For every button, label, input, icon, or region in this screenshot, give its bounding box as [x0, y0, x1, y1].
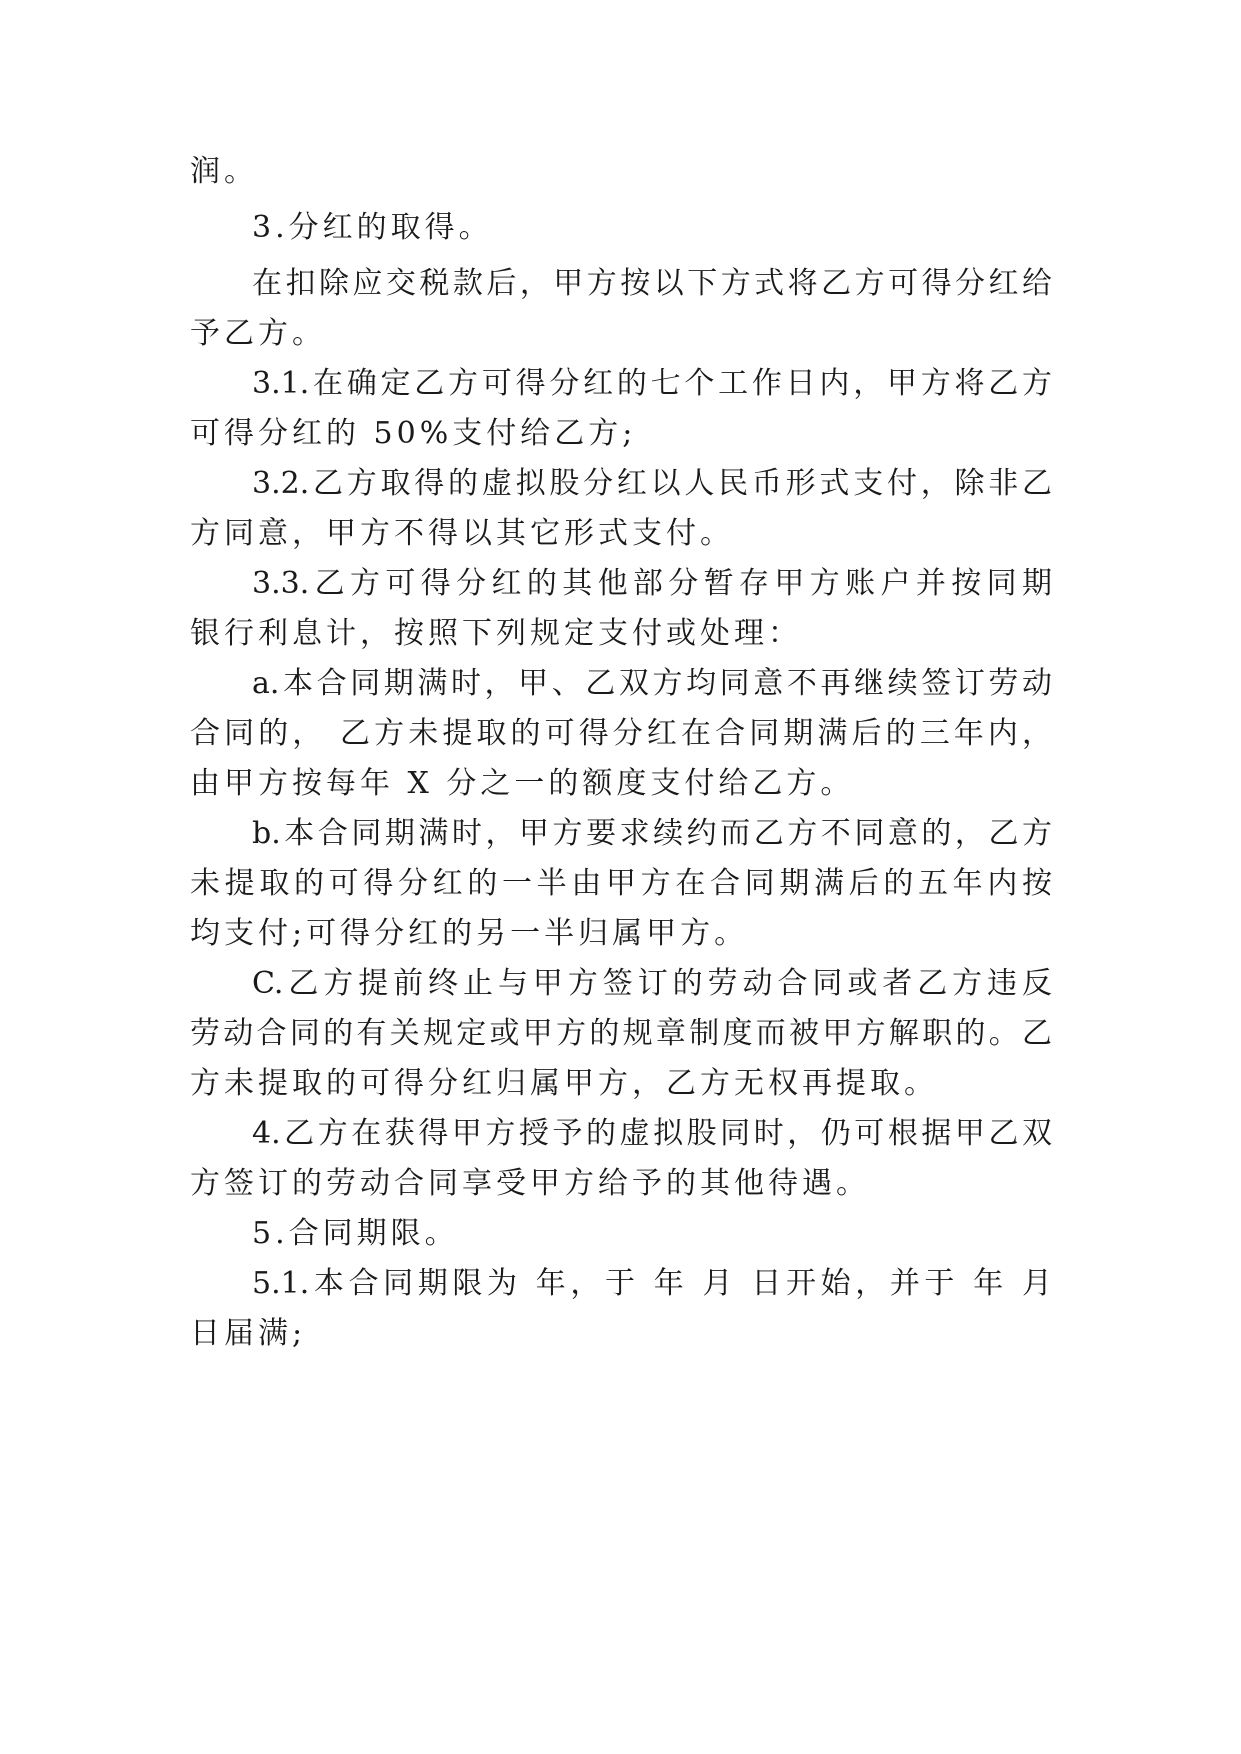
- paragraph-line: 3.2.乙方取得的虚拟股分红以人民币形式支付，除非乙: [252, 466, 1052, 501]
- list-item-line: a.本合同期满时，甲、乙双方均同意不再继续签订劳动: [252, 666, 1052, 701]
- paragraph-line: 4.乙方在获得甲方授予的虚拟股同时，仍可根据甲乙双: [252, 1116, 1052, 1151]
- section-heading: 3.分红的取得。: [252, 210, 493, 245]
- paragraph-line: 5.1.本合同期限为 年，于 年 月 日开始，并于 年 月: [252, 1266, 1052, 1301]
- list-item-line: 合同的， 乙方未提取的可得分红在合同期满后的三年内，: [190, 716, 1052, 751]
- paragraph-line: 银行利息计，按照下列规定支付或处理：: [190, 616, 802, 651]
- list-item-line: 未提取的可得分红的一半由甲方在合同期满后的五年内按: [190, 866, 1052, 901]
- paragraph-line: 予乙方。: [190, 316, 326, 351]
- paragraph-line: 在扣除应交税款后，甲方按以下方式将乙方可得分红给: [252, 266, 1052, 301]
- list-item-line: C.乙方提前终止与甲方签订的劳动合同或者乙方违反: [252, 966, 1052, 1001]
- paragraph-line: 3.1.在确定乙方可得分红的七个工作日内，甲方将乙方: [252, 366, 1052, 401]
- list-item-line: 由甲方按每年 X 分之一的额度支付给乙方。: [190, 766, 855, 801]
- paragraph-line: 润。: [190, 154, 258, 189]
- list-item-line: 劳动合同的有关规定或甲方的规章制度而被甲方解职的。乙: [190, 1016, 1052, 1051]
- paragraph-line: 可得分红的 50%支付给乙方;: [190, 416, 637, 451]
- list-item-line: b.本合同期满时，甲方要求续约而乙方不同意的，乙方: [252, 816, 1052, 851]
- paragraph-line: 方同意，甲方不得以其它形式支付。: [190, 516, 734, 551]
- paragraph-line: 3.3.乙方可得分红的其他部分暂存甲方账户并按同期: [252, 566, 1052, 601]
- list-item-line: 方未提取的可得分红归属甲方，乙方无权再提取。: [190, 1066, 938, 1101]
- list-item-line: 均支付;可得分红的另一半归属甲方。: [190, 916, 749, 951]
- paragraph-line: 方签订的劳动合同享受甲方给予的其他待遇。: [190, 1166, 870, 1201]
- section-heading: 5.合同期限。: [252, 1216, 459, 1251]
- paragraph-line: 日届满;: [190, 1316, 307, 1351]
